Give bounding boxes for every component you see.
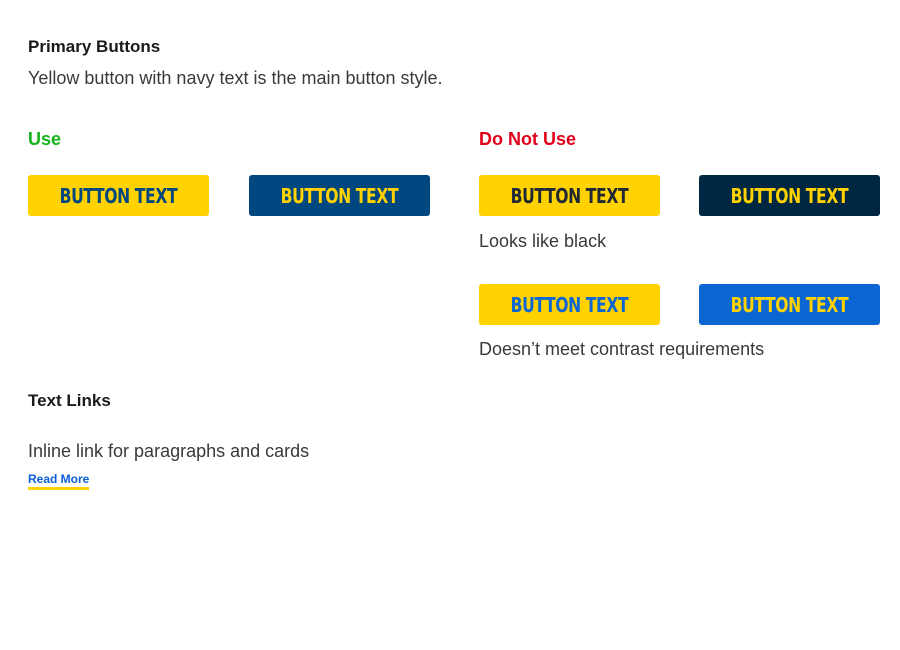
button-label: BUTTON TEXT: [510, 183, 629, 208]
read-more-link[interactable]: Read More: [28, 472, 89, 490]
button-label: BUTTON TEXT: [59, 183, 178, 208]
donot-button-darknavy-yellow[interactable]: [699, 175, 880, 216]
donot-note-looks-black: Looks like black: [479, 231, 607, 251]
use-button-navy-yellow[interactable]: [249, 175, 430, 216]
use-button-yellow-navy[interactable]: [28, 175, 209, 216]
donot-button-yellow-black[interactable]: [479, 175, 660, 216]
button-label: BUTTON TEXT: [280, 183, 399, 208]
text-links-title: Text Links: [28, 391, 111, 410]
button-label: BUTTON TEXT: [510, 292, 629, 317]
button-label: BUTTON TEXT: [730, 292, 849, 317]
use-heading: Use: [28, 129, 62, 149]
donot-note-contrast: Doesn’t meet contrast requirements: [479, 339, 765, 359]
do-not-use-heading: Do Not Use: [479, 129, 577, 149]
text-links-description: Inline link for paragraphs and cards: [28, 441, 310, 461]
primary-buttons-description: Yellow button with navy text is the main button style.: [28, 68, 443, 88]
button-label: BUTTON TEXT: [730, 183, 849, 208]
donot-button-yellow-blue[interactable]: [479, 284, 660, 325]
primary-buttons-title: Primary Buttons: [28, 37, 161, 56]
donot-button-blue-yellow[interactable]: [699, 284, 880, 325]
